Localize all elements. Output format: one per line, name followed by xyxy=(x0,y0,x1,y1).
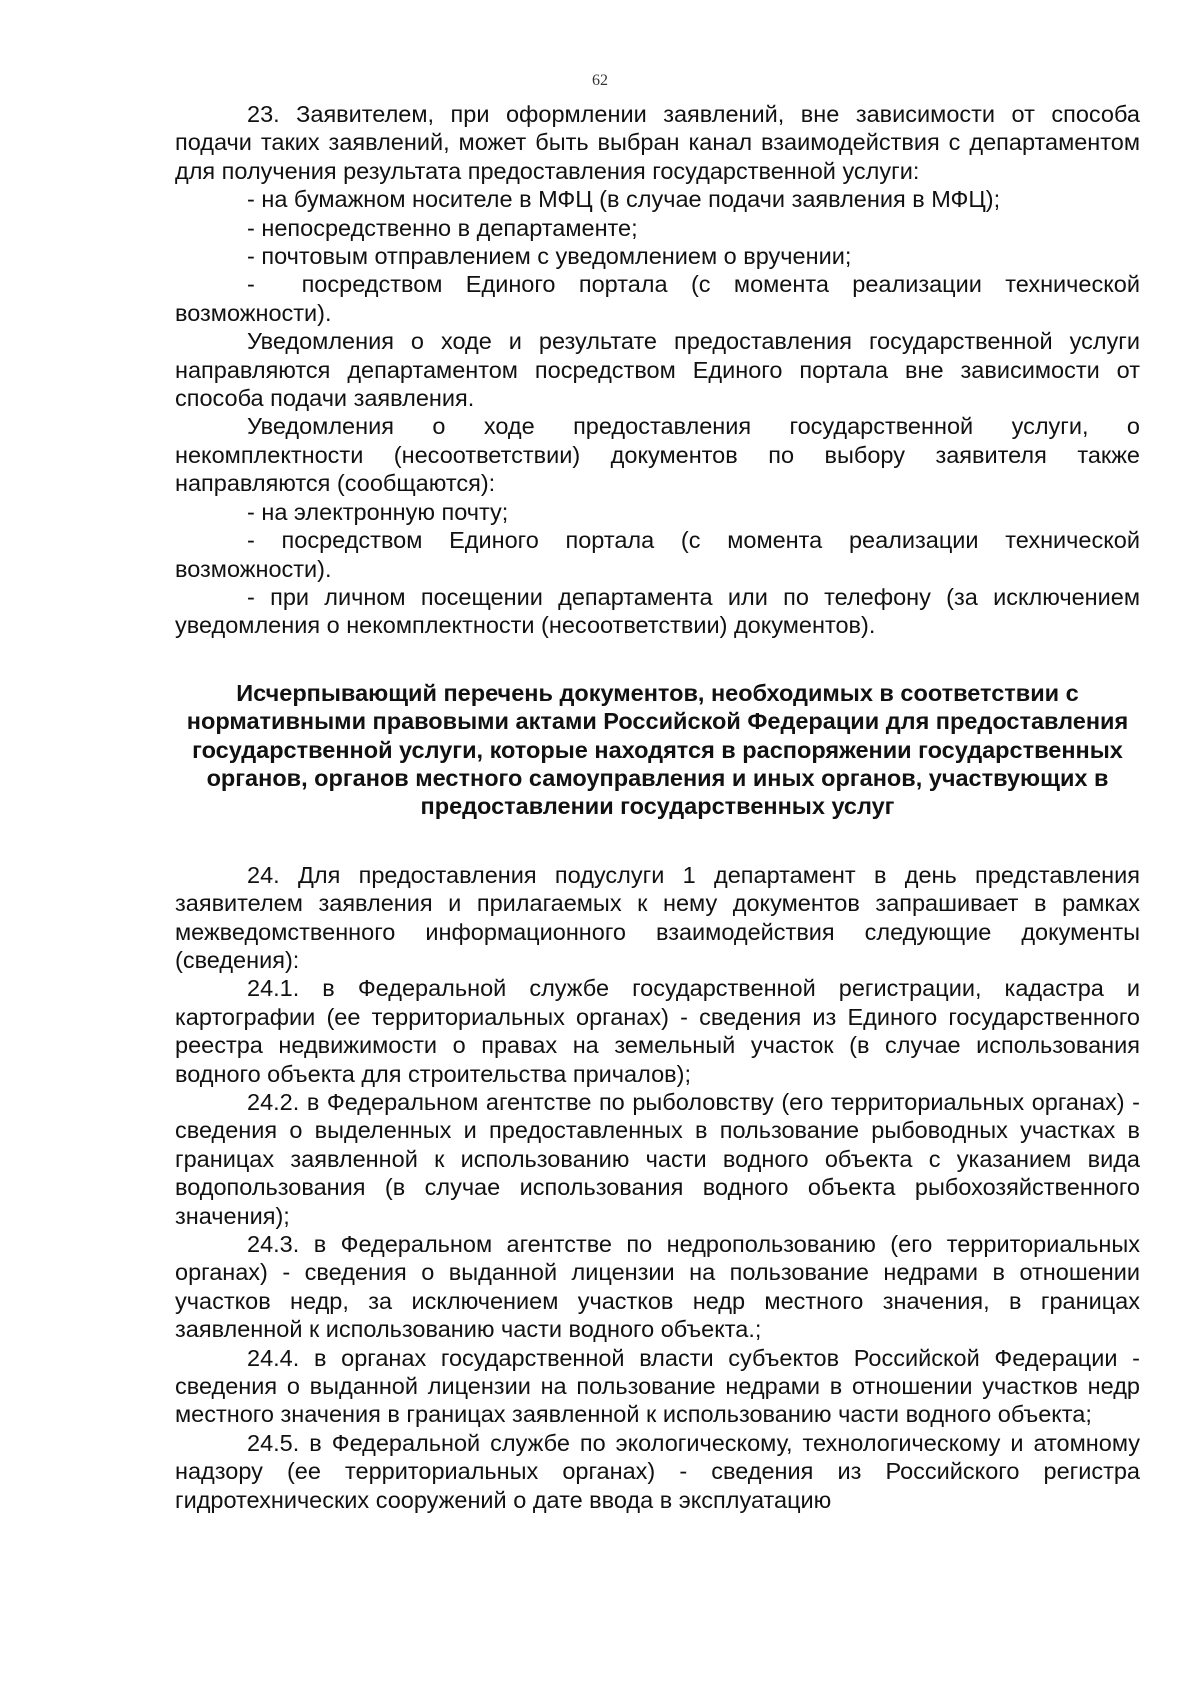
paragraph-24-1: 24.1. в Федеральной службе государственной регистрации, кадастра и картографии (ее территориальных органах) - сведения из Единого государственного реестра недвижимости о правах на земельный участок (в случае использования водного объекта для строительства причалов); xyxy=(175,975,1147,1087)
list-item-personal-visit: - при личном посещении департамента или по телефону (за исключением уведомления о некомплектности (несоответствии) документов). xyxy=(175,583,1147,639)
page-number: 62 xyxy=(592,72,608,89)
paragraph-24-4: 24.4. в органах государственной власти субъектов Российской Федерации - сведения о выданной лицензии на пользование недрами в отношении участков недр местного значения в границах заявленной к использованию части водного объекта; xyxy=(175,1344,1147,1428)
paragraph-notifications-progress: Уведомления о ходе предоставления государственной услуги, о некомплектности (несоответствии) документов по выбору заявителя также направляются (сообщаются): xyxy=(175,413,1147,497)
document-body xyxy=(175,100,1147,1514)
paragraph-notifications-result: Уведомления о ходе и результате предоставления государственной услуги направляются департаментом посредством Единого портала вне зависимости от способа подачи заявления. xyxy=(175,328,1147,412)
paragraph-24: 24. Для предоставления подуслуги 1 департамент в день представления заявителем заявления и прилагаемых к нему документов запрашивает в рамках межведомственного информационного взаимодействия следующие документы (сведения): xyxy=(175,861,1147,973)
paragraph-23: 23. Заявителем, при оформлении заявлений, вне зависимости от способа подачи таких заявлений, может быть выбран канал взаимодействия с департаментом для получения результата предоставления государственной услуги: xyxy=(175,101,1147,184)
list-item-postal: - почтовым отправлением с уведомлением о вручении; xyxy=(247,243,852,270)
paragraph-24-3: 24.3. в Федеральном агентстве по недропользованию (его территориальных органах) - сведения о выданной лицензии на пользование недрами в отношении участков недр, за исключением участков недр местного значения, в границах заявленной к использованию части водного объекта.; xyxy=(175,1231,1147,1343)
list-item-paper-mfc: - на бумажном носителе в МФЦ (в случае подачи заявления в МФЦ); xyxy=(247,186,1001,213)
list-item-email: - на электронную почту; xyxy=(247,498,509,525)
paragraph-24-5: 24.5. в Федеральной службе по экологическому, технологическому и атомному надзору (ее территориальных органах) - сведения из Российского регистра гидротехнических сооружений о дате ввода в эксплуатацию xyxy=(175,1429,1147,1513)
paragraph-24-2: 24.2. в Федеральном агентстве по рыболовству (его территориальных органах) - сведения о выделенных и предоставленных в пользование рыбоводных участках в границах заявленной к использованию части водного объекта с указанием вида водопользования (в случае использования водного объекта рыбохозяйственного значения); xyxy=(175,1089,1147,1229)
list-item-portal-notify: - посредством Единого портала (с момента реализации технической возможности). xyxy=(175,527,1147,582)
list-item-in-department: - непосредственно в департаменте; xyxy=(247,214,638,241)
list-item-portal: - посредством Единого портала (с момента реализации технической возможности). xyxy=(175,271,1147,326)
section-heading: Исчерпывающий перечень документов, необходимых в соответствии с нормативными правовыми актами Российской Федерации для предоставления государственной услуги, которые находятся в распоряжении государственных органов, органов местного самоуправления и иных органов, участвующих в предоставлении государственных услуг xyxy=(186,679,1129,820)
